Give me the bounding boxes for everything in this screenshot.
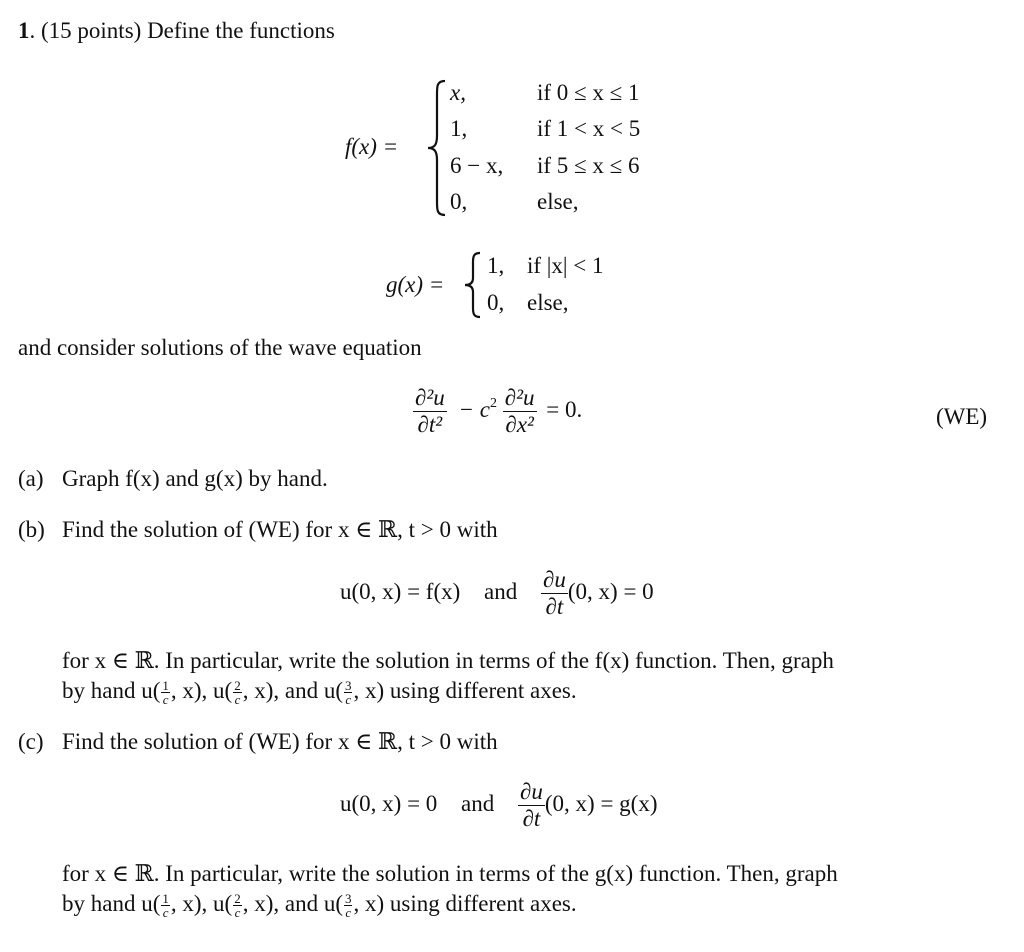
g-row-2-cond: else, [527, 290, 569, 315]
f-row-2-cond: if 1 < x < 5 [537, 116, 641, 141]
frac-1-over-c: $\frac{1}{c}$ [162, 678, 169, 708]
minus-c: − $c^2$ [458, 395, 497, 422]
part-b-line1: for x ∈ ℝ. In particular, write the solution in terms of the f(x) function. Then, graph [62, 648, 834, 673]
part-b-line2: by hand u( $\frac{1}{c}$ , x), u( $\frac{2}{c}$ , x), and u( $\frac{3}{c}$ , x) using different axes. [62, 678, 577, 708]
part-c-line2: by hand u( $\frac{1}{c}$ , x), u( $\frac{2}{c}$ , x), and u( $\frac{3}{c}$ , x) using different axes. [62, 891, 577, 921]
frac-2-over-c: $\frac{2}{c}$ [234, 678, 241, 708]
part-c-cond-left: u(0, x) = 0 [340, 790, 438, 816]
problem-intro: Define the functions [147, 18, 335, 43]
part-b-label: (b) [18, 517, 45, 542]
dt-den: ∂t [545, 594, 564, 620]
du-num: ∂u [518, 780, 545, 806]
f-row-2-expr: 1, [450, 116, 468, 141]
d2u-num-1: ∂²u [413, 386, 447, 412]
f-row-4-cond: else, [537, 189, 579, 214]
frac-3-over-c: $\frac{3}{c}$ [344, 891, 352, 921]
part-a-label: (a) [18, 466, 44, 491]
part-b-cond-right: (0, x) = 0 [567, 578, 654, 604]
part-b-and: and [484, 578, 518, 604]
du-num: ∂u [541, 568, 568, 594]
f-lhs: f(x) = [345, 134, 399, 159]
g-row-1-expr: 1, [487, 253, 505, 278]
part-c-conditions [340, 780, 658, 831]
wave-equation [413, 386, 582, 437]
dt-den: ∂t [522, 806, 541, 832]
f-row-4-expr: 0, [450, 189, 468, 214]
g-row-2-expr: 0, [487, 290, 505, 315]
part-c-line1: for x ∈ ℝ. In particular, write the solution in terms of the g(x) function. Then, graph [62, 861, 838, 886]
g-row-1-cond: if |x| < 1 [527, 253, 604, 278]
g-lhs: g(x) = [386, 272, 445, 297]
dx2-den: ∂x² [505, 412, 534, 438]
frac-2-over-c: $\frac{2}{c}$ [234, 891, 241, 921]
part-c-du-dt [518, 780, 545, 831]
f-row-1-expr: x, [450, 80, 466, 105]
d2u-dt2-fraction [413, 386, 447, 437]
part-b-conditions [340, 568, 654, 619]
d2u-dx2-fraction [503, 386, 537, 437]
f-row-3-cond: if 5 ≤ x ≤ 6 [537, 153, 640, 178]
frac-3-over-c: $\frac{3}{c}$ [344, 678, 352, 708]
dt2-den: ∂t² [417, 412, 443, 438]
consider-text: and consider solutions of the wave equation [18, 335, 422, 360]
problem-points: (15 points) [41, 18, 142, 43]
part-c-text: Find the solution of (WE) for x ∈ ℝ, t > 0 with [62, 729, 498, 754]
problem-header: 1. (15 points) Define the functions [18, 18, 335, 43]
f-row-3-expr: 6 − x, [450, 153, 504, 178]
d2u-num-2: ∂²u [503, 386, 537, 412]
part-b-text: Find the solution of (WE) for x ∈ ℝ, t > 0 with [62, 517, 498, 542]
problem-number: 1 [18, 18, 30, 43]
f-brace [425, 78, 449, 218]
frac-1-over-c: $\frac{1}{c}$ [162, 891, 169, 921]
equation-tag: (WE) [936, 404, 988, 429]
part-c-and: and [461, 790, 495, 816]
part-c-cond-right: (0, x) = g(x) [544, 790, 658, 816]
part-b-du-dt [541, 568, 568, 619]
part-c-label: (c) [18, 729, 44, 754]
part-b-cond-left: u(0, x) = f(x) [340, 578, 461, 604]
wave-rhs: = 0. [546, 396, 583, 422]
f-row-1-cond: if 0 ≤ x ≤ 1 [537, 80, 640, 105]
part-a-text: Graph f(x) and g(x) by hand. [62, 466, 328, 491]
g-brace [462, 250, 484, 320]
